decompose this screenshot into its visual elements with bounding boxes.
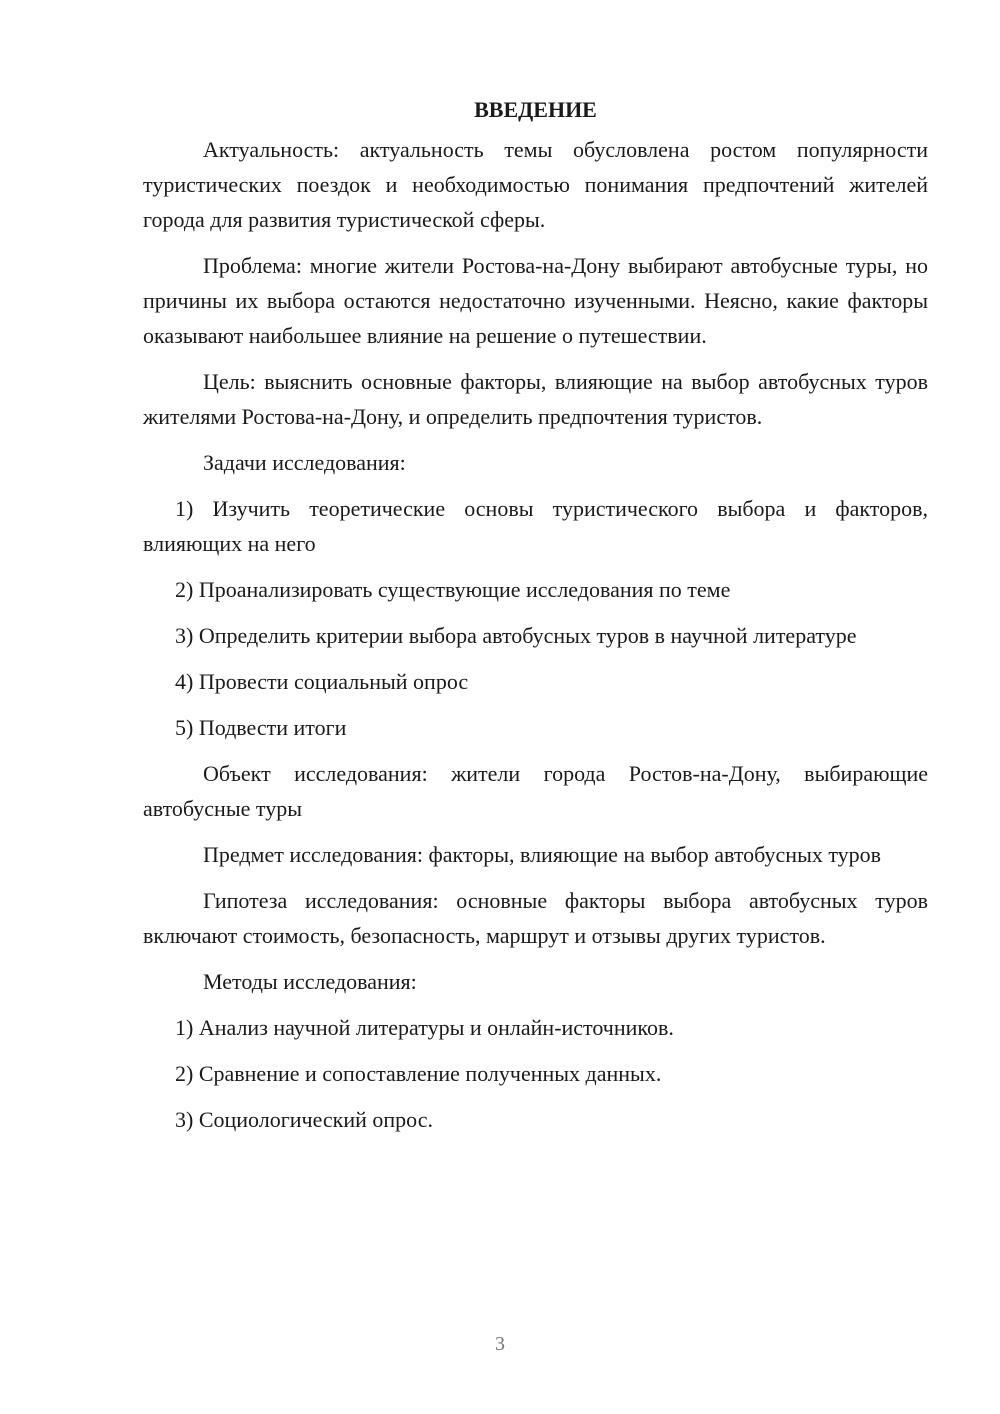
hypothesis-paragraph: Гипотеза исследования: основные факторы выбора автобусных туров включают стоимость, безопасность, маршрут и отзывы других туристов.	[143, 888, 928, 948]
method-item: 1) Анализ научной литературы и онлайн-источников.	[175, 1015, 674, 1040]
goal-paragraph: Цель: выяснить основные факторы, влияющие на выбор автобусных туров жителями Ростова-на-Дону, и определить предпочтения туристов.	[143, 369, 928, 429]
task-item: 3) Определить критерии выбора автобусных туров в научной литературе	[175, 623, 857, 648]
tasks-heading: Задачи исследования:	[203, 450, 406, 475]
problem-paragraph: Проблема: многие жители Ростова-на-Дону выбирают автобусные туры, но причины их выбора остаются недостаточно изученными. Неясно, какие факторы оказывают наибольшее влияние на решение о путешествии.	[143, 253, 928, 348]
method-item: 3) Социологический опрос.	[175, 1107, 433, 1132]
document-page	[143, 92, 928, 1148]
task-item: 5) Подвести итоги	[175, 715, 347, 740]
method-item: 2) Сравнение и сопоставление полученных данных.	[175, 1061, 662, 1086]
page-number: 3	[495, 1333, 505, 1355]
task-item: 1) Изучить теоретические основы туристического выбора и факторов, влияющих на него	[143, 496, 928, 556]
methods-heading: Методы исследования:	[203, 969, 417, 994]
object-paragraph: Объект исследования: жители города Ростов-на-Дону, выбирающие автобусные туры	[143, 761, 928, 821]
subject-paragraph: Предмет исследования: факторы, влияющие на выбор автобусных туров	[203, 842, 882, 867]
relevance-paragraph: Актуальность: актуальность темы обусловлена ростом популярности туристических поездок и необходимостью понимания предпочтений жителей города для развития туристической сферы.	[143, 137, 928, 232]
task-item: 2) Проанализировать существующие исследования по теме	[175, 577, 731, 602]
document-title: ВВЕДЕНИЕ	[474, 97, 597, 122]
task-item: 4) Провести социальный опрос	[175, 669, 469, 694]
